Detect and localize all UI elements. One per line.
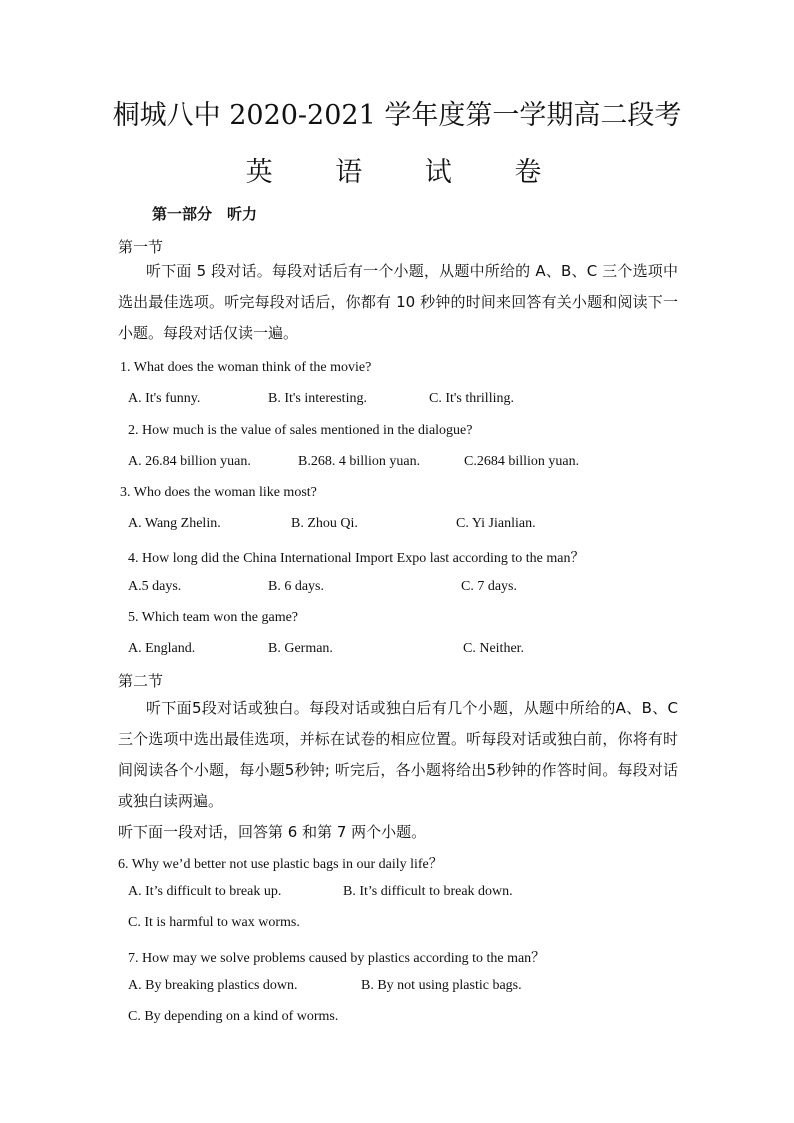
question-stem: 3. Who does the woman like most?	[120, 485, 317, 500]
exam-title: 桐城八中 2020-2021 学年度第一学期高二段考	[112, 100, 682, 131]
option-b: B. By not using plastic bags.	[361, 978, 522, 993]
option-c: C. It's thrilling.	[429, 391, 514, 406]
option-c: C. Neither.	[463, 641, 525, 656]
question-stem: 2. How much is the value of sales mentioned in the dialogue?	[128, 423, 473, 438]
option-a: A. England.	[128, 641, 196, 656]
option-c: C. 7 days.	[461, 579, 517, 594]
section-instructions: 听下面5段对话或独白。每段对话或独白后有几个小题，从题中所给的A、B、C三个选项中选出最佳选项，并标在试卷的相应位置。听每段对话或独白前，你将有时间阅读各个小题，每小题5秒钟; 听完后，各小题将给出5秒钟的作答时间。每段对话或独白读两遍。	[118, 699, 678, 810]
option-b: B. Zhou Qi.	[291, 516, 358, 531]
section-heading: 第二节	[118, 672, 164, 690]
option-a: A. It’s difficult to break up.	[128, 884, 282, 899]
option-b: B. 6 days.	[268, 579, 324, 594]
option-c: C.2684 billion yuan.	[464, 454, 580, 469]
sub-instruction: 听下面一段对话，回答第 6 和第 7 两个小题。	[118, 823, 427, 841]
option-a: A. By breaking plastics down.	[128, 978, 298, 993]
option-a: A. Wang Zhelin.	[128, 516, 221, 531]
question-stem: 5. Which team won the game?	[128, 610, 299, 625]
section-instructions: 听下面 5 段对话。每段对话后有一个小题，从题中所给的 A、B、C 三个选项中选出最佳选项。听完每段对话后，你都有 10 秒钟的时间来回答有关小题和阅读下一小题。每段对话仅读一遍。	[118, 262, 678, 342]
section-heading: 第一节	[118, 238, 164, 256]
part-heading: 第一部分 听力	[152, 205, 258, 223]
question-stem: 4. How long did the China International Import Expo last according to the man？	[128, 551, 585, 566]
option-b: B.268. 4 billion yuan.	[298, 454, 421, 469]
option-a: A. It's funny.	[128, 391, 201, 406]
option-b: B. It’s difficult to break down.	[343, 884, 513, 899]
option-a: A. 26.84 billion yuan.	[128, 454, 251, 469]
option-b: B. It's interesting.	[268, 391, 367, 406]
question-stem: 1. What does the woman think of the movie?	[120, 360, 372, 375]
exam-subtitle: 英 语 试 卷	[245, 157, 569, 188]
question-stem: 6. Why we’d better not use plastic bags in our daily life？	[118, 857, 443, 872]
option-a: A.5 days.	[128, 579, 182, 594]
option-b: B. German.	[268, 641, 333, 656]
option-c: C. It is harmful to wax worms.	[128, 915, 300, 930]
question-stem: 7. How may we solve problems caused by plastics according to the man？	[128, 951, 546, 966]
option-c: C. Yi Jianlian.	[456, 516, 536, 531]
option-c: C. By depending on a kind of worms.	[128, 1009, 339, 1024]
